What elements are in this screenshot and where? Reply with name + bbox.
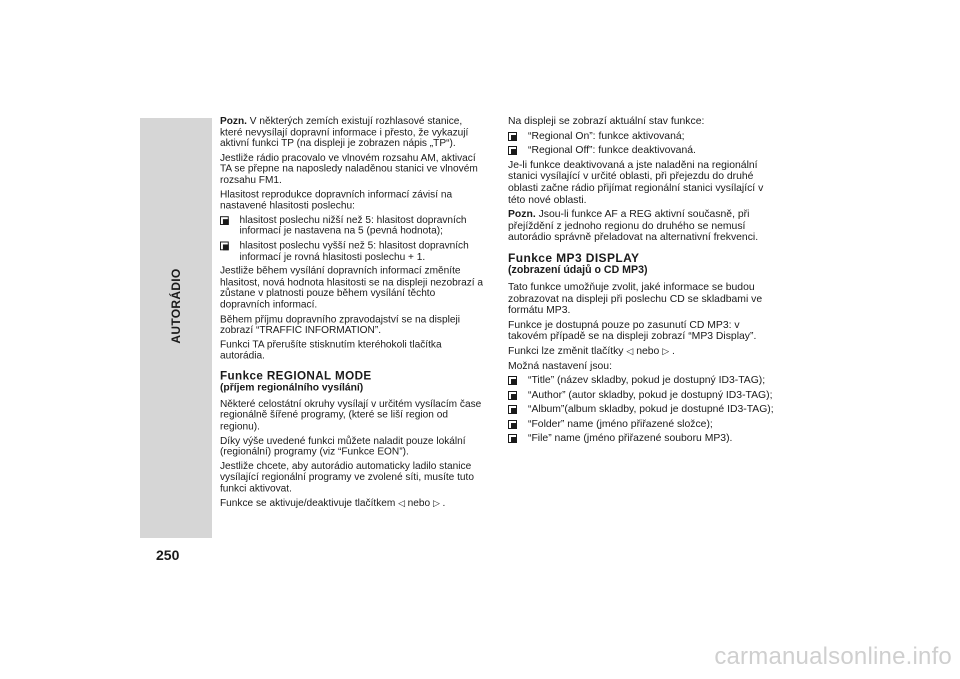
note-text: V některých zemích existují rozhlasové stanice, které nevysílají dopravní informace i přesto, že vykazují aktivní funkci TP (na displeji je zobrazen nápis „TP“). (220, 116, 469, 150)
list-item-text: “Title” (název skladby, pokud je dostupný ID3-TAG); (528, 375, 766, 387)
list-item-text: “Folder” name (jméno přiřazené složce); (528, 418, 713, 430)
list-item (508, 131, 780, 143)
paragraph: Jestliže během vysílání dopravních informací změníte hlasitost, nová hodnota hlasitosti se na displeji nezobrazí a zůstane v platnosti pouze během vysílání těchto dopravních informací. (220, 265, 484, 311)
checkbox-bullet-icon (508, 405, 517, 414)
checkbox-bullet-icon (220, 216, 229, 225)
list-item-text: hlasitost poslechu vyšší než 5: hlasitost dopravních informací je rovná hlasitosti poslechu + 1. (239, 240, 469, 263)
list-item (508, 145, 780, 157)
checkbox-bullet-icon (508, 420, 517, 429)
paragraph: Během příjmu dopravního zpravodajství se na displeji zobrazí “TRAFFIC INFORMATION”. (220, 314, 460, 336)
list-item-text: “Regional Off”: funkce deaktivovaná. (528, 145, 696, 157)
checkbox-bullet-icon (508, 376, 517, 385)
checkbox-bullet-icon (508, 132, 517, 141)
right-arrow-button-icon: ▷ (432, 498, 440, 508)
text: nebo (636, 345, 660, 357)
text: . (442, 498, 446, 509)
paragraph: Jestliže chcete, aby autorádio automaticky ladilo stanice vysílající regionální programy ve zvolené síti, musíte tuto funkci aktivovat. (220, 461, 474, 495)
paragraph: Funkci TA přerušíte stisknutím kteréhokoli tlačítka autorádia. (220, 339, 442, 362)
list-item-text: “Author” (autor skladby, pokud je dostupný ID3-TAG); (528, 389, 773, 401)
section-heading: Funkce REGIONAL MODE (220, 368, 372, 383)
page-number: 250 (156, 547, 180, 563)
watermark-text: carmanualsonline.info (714, 643, 952, 670)
text: . (672, 345, 675, 357)
note-paragraph (508, 209, 780, 244)
list-item-text: “Regional On”: funkce aktivovaná; (528, 130, 685, 142)
paragraph: Některé celostátní okruhy vysílají v určitém vysílacím čase regionálně šířené programy, (které se liší region od regionu). (220, 399, 482, 433)
paragraph: Hlasitost reprodukce dopravních informací závisí na nastavené hlasitosti poslechu: (220, 189, 453, 212)
paragraph: Je-li funkce deaktivovaná a jste naladěni na regionální stanici vysílající v určité oblasti, při přejezdu do druhé oblasti začne rádio přijímat regionální stanici vysílající v této nové oblasti. (508, 159, 764, 206)
right-column (508, 116, 780, 448)
list-item (508, 375, 780, 387)
note-label: Pozn. (220, 116, 247, 127)
paragraph: Jestliže rádio pracovalo ve vlnovém rozsahu AM, aktivací TA se přepne na naposledy naladěnou stanici ve vlnovém rozsahu FM1. (220, 152, 478, 187)
checkbox-bullet-icon (508, 434, 517, 443)
paragraph (220, 498, 485, 509)
checkbox-bullet-icon (508, 391, 517, 400)
section-heading: Funkce MP3 DISPLAY (508, 250, 640, 265)
note-text: Jsou-li funkce AF a REG aktivní současně, při přejíždění z jednoho regionu do druhého se nemusí autorádio správně přeladovat na alternativní frekvenci. (508, 209, 759, 244)
right-arrow-button-icon: ▷ (662, 345, 670, 356)
section-title: AUTORÁDIO (169, 268, 183, 344)
left-arrow-button-icon: ◁ (626, 345, 634, 356)
list-item (508, 390, 780, 402)
list-item (508, 419, 780, 431)
note-paragraph (220, 116, 485, 150)
paragraph: Funkce je dostupná pouze po zasunutí CD MP3: v takovém případě se na displeji zobrazí “MP3 Display”. (508, 319, 757, 343)
paragraph: Možná nastavení jsou: (508, 360, 612, 372)
section-subheading: (zobrazení údajů o CD MP3) (508, 263, 648, 276)
list-item-text: “Album”(album skladby, pokud je dostupné ID3-TAG); (528, 404, 774, 416)
paragraph: Tato funkce umožňuje zvolit, jaké informace se budou zobrazovat na displeji při poslechu CD se skladbami ve formátu MP3. (508, 281, 763, 317)
checkbox-bullet-icon (508, 146, 517, 155)
list-item (508, 404, 780, 416)
section-subheading: (příjem regionálního vysílání) (220, 381, 364, 394)
list-item (220, 215, 485, 238)
checkbox-bullet-icon (220, 241, 229, 250)
paragraph: Na displeji se zobrazí aktuální stav funkce: (508, 116, 705, 127)
note-label: Pozn. (508, 209, 536, 221)
paragraph (508, 346, 780, 358)
text: Funkci lze změnit tlačítky (508, 345, 624, 357)
list-item-text: “File” name (jméno přiřazené souboru MP3). (528, 433, 733, 445)
list-item (508, 433, 780, 445)
paragraph: Díky výše uvedené funkci můžete naladit pouze lokální (regionální) programy (viz “Funkce EON”). (220, 435, 466, 458)
text: nebo (407, 498, 431, 509)
sidebar-corner (140, 118, 212, 130)
text: Funkce se aktivuje/deaktivuje tlačítkem (220, 498, 396, 509)
list-item-text: hlasitost poslechu nižší než 5: hlasitost dopravních informací je nastavena na 5 (pevná hodnota); (239, 215, 467, 237)
list-item (220, 240, 485, 263)
left-arrow-button-icon: ◁ (398, 498, 405, 508)
left-column (220, 116, 485, 512)
